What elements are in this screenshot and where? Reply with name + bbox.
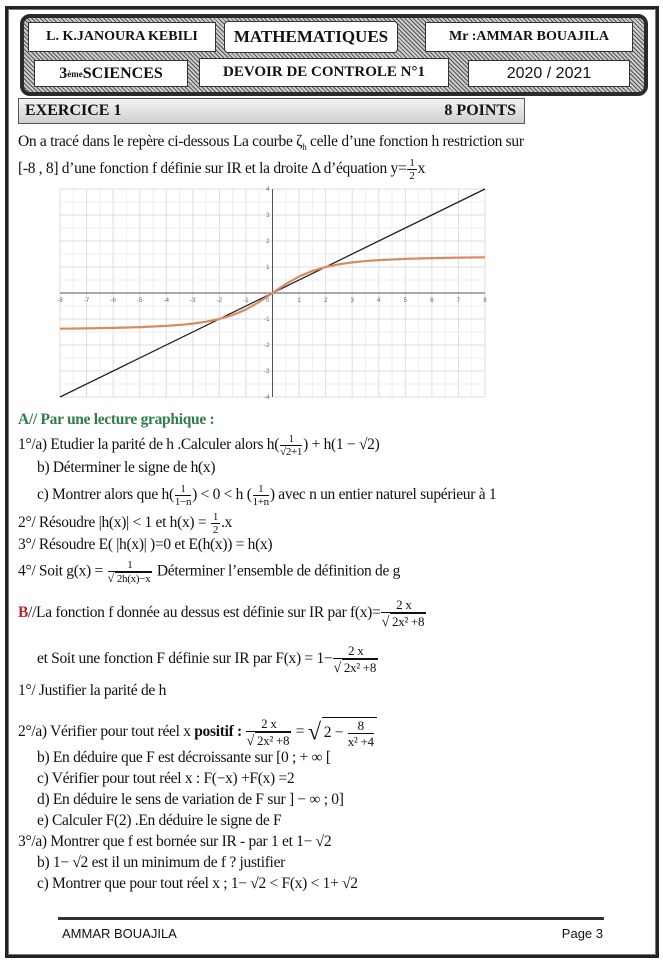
b-question-3a: 3°/a) Montrer que f est bornée sur IR - par 1 et 1− √2 [18, 833, 332, 850]
b-question-3c: c) Montrer que pour tout réel x ; 1− √2 < F(x) < 1+ √2 [37, 875, 358, 892]
fraction: $\frac{2 x}{\text{√ 2x² +8}}$ [246, 716, 290, 749]
question-1b: b) Déterminer le signe de h(x) [37, 459, 216, 476]
b-question-2a: 2°/a) Vérifier pour tout réel x positif : $\frac{2 x}{\text{√ 2x² +8}}$ = √ 2 − $\frac{8}{\text{x² +4}}$ [18, 716, 377, 749]
numerator: 2 x [381, 597, 426, 613]
teacher-name: Mr :AMMAR BOUAJILA [425, 22, 633, 52]
x-tick-label: 8 [483, 298, 487, 304]
b-question-2e: e) Calculer F(2) .En déduire le signe de F [37, 812, 282, 829]
y-tick-label: 1 [266, 265, 270, 271]
b-question-3b: b) 1− √2 est il un minimum de f ? justifier [37, 854, 286, 871]
text: 1°/a) Etudier la parité de h .Calculer alors h( [18, 436, 280, 454]
class-name: SCIENCES [82, 64, 163, 82]
fraction [253, 483, 269, 508]
footer-page-number: Page 3 [561, 926, 603, 941]
y-tick-label: -1 [264, 317, 270, 323]
text: 2°/ Résoudre |h(x)| < 1 et h(x) = [18, 514, 210, 532]
numerator: 8 [348, 718, 374, 734]
text: On a tracé dans le repère ci-dessous La courbe ζ [18, 133, 303, 150]
fraction: $\frac{2 x}{\text{√ 2x² +8}}$ [381, 597, 425, 630]
class-level [34, 60, 188, 87]
denominator: 1+n [252, 496, 269, 508]
header-box [20, 14, 648, 96]
x-tick-label: 4 [377, 298, 381, 304]
intro-line-2 [18, 157, 425, 182]
y-tick-label: 4 [266, 187, 270, 193]
numerator: 1 [175, 483, 191, 496]
text: 4°/ Soit g(x) = [18, 562, 107, 580]
x-tick-label: 2 [323, 298, 328, 304]
denominator: √2+1 [280, 446, 303, 458]
denominator: 1−n [174, 496, 192, 508]
text: 2 − [323, 723, 347, 741]
numerator: 2 x [246, 716, 291, 732]
text: ) avec n un entier naturel supérieur à 1 [269, 486, 497, 504]
exercise-points: 8 POINTS [444, 102, 516, 119]
fraction [280, 433, 302, 458]
b-question-2d: d) En déduire le sens de variation de F sur ] − ∞ ; 0] [37, 791, 344, 808]
sqrt-expression [322, 717, 377, 749]
b-question-1: 1°/ Justifier la parité de h [18, 682, 167, 699]
x-tick-label: -3 [190, 298, 196, 304]
fraction: $\frac{1}{√ 2h(x)-x}$ [107, 559, 151, 585]
numerator: 1 [280, 433, 302, 446]
text: Déterminer l’ensemble de définition de g [153, 562, 401, 580]
denominator: 2x² +8 [392, 614, 425, 629]
part-b-label: B [18, 604, 29, 622]
school-year: 2020 / 2021 [468, 60, 630, 87]
fraction: $\frac{2 x}{\text{√ 2x² +8}}$ [333, 643, 377, 676]
x-tick-label: -6 [110, 298, 116, 304]
y-tick-label: 3 [266, 213, 270, 219]
text: ) + h(1 − √2) [303, 436, 380, 454]
question-2 [18, 511, 232, 536]
fraction [211, 511, 220, 536]
x-tick-label: -1 [243, 298, 249, 304]
numerator: 1 [108, 559, 153, 572]
denominator: 2x² +8 [257, 733, 290, 748]
y-tick-label: 2 [266, 239, 270, 245]
class-number: 3 [59, 64, 68, 82]
x-tick-label: -2 [216, 298, 223, 304]
y-tick-label: -4 [264, 395, 270, 401]
x-tick-label: 3 [350, 298, 354, 304]
x-tick-label: 5 [403, 298, 407, 304]
b-question-2c: c) Vérifier pour tout réel x : F(−x) +F(x) =2 [37, 770, 295, 787]
denominator: 2h(x)−x [116, 573, 151, 585]
function-graph [55, 185, 490, 402]
denominator: 2 [212, 524, 219, 536]
text: celle d’une fonction h restriction sur [306, 133, 524, 150]
numerator: 1 [253, 483, 269, 496]
text: c) Montrer alors que h( [37, 486, 174, 504]
b-question-2b: b) En déduire que F est décroissante sur [0 ; + ∞ [ [37, 749, 331, 766]
numerator: 1 [212, 511, 219, 523]
numerator: 2 x [333, 643, 378, 659]
text: ) < 0 < h ( [192, 486, 252, 504]
numerator: 1 [409, 157, 415, 169]
denominator: x² +4 [347, 733, 374, 749]
F-definition [37, 643, 379, 676]
x-tick-label: -7 [83, 298, 90, 304]
x-tick-label: 0 [265, 298, 270, 304]
exam-title: DEVOIR DE CONTROLE N°1 [199, 58, 449, 87]
text: .x [221, 514, 233, 532]
exercise-title: EXERCICE 1 [25, 102, 122, 119]
text: [-8 , 8] d’une fonction f définie sur IR et la droite Δ d’équation y= [18, 160, 407, 178]
x-tick-label: -5 [137, 298, 143, 304]
text: x [417, 160, 426, 178]
text: h [302, 142, 307, 153]
question-4 [18, 559, 400, 585]
school-name: L. K.JANOURA KEBILI [28, 22, 216, 52]
footer-author: AMMAR BOUAJILA [62, 926, 177, 941]
denominator: 2 [409, 170, 415, 182]
x-tick-label: -8 [57, 298, 63, 304]
part-b-intro [18, 597, 427, 630]
text: //La fonction f donnée au dessus est définie sur IR par f(x)= [28, 604, 381, 622]
x-tick-label: -4 [163, 298, 169, 304]
intro-line-1 [18, 133, 524, 156]
x-tick-label: 7 [456, 298, 461, 304]
text: et Soit une fonction F définie sur IR par F(x) = 1− [37, 650, 333, 668]
x-tick-label: 1 [297, 298, 301, 304]
class-sup: ème [67, 68, 83, 79]
part-a-heading: A// Par une lecture graphique : [18, 411, 215, 428]
denominator: 2x² +8 [343, 660, 377, 675]
fraction [348, 718, 374, 749]
footer-divider [58, 917, 604, 920]
text: positif : [194, 723, 242, 741]
fraction [407, 157, 416, 182]
question-1a [18, 433, 379, 458]
subject: MATHEMATIQUES [224, 21, 398, 53]
text: 2°/a) Vérifier pour tout réel x [18, 723, 195, 741]
y-tick-label: -2 [264, 343, 270, 349]
text: = [292, 723, 308, 741]
exercise-bar [18, 98, 525, 124]
question-1c [37, 483, 496, 508]
part-a-title [18, 411, 214, 429]
fraction [175, 483, 191, 508]
y-tick-label: -3 [264, 369, 270, 375]
question-3: 3°/ Résoudre E( |h(x)| )=0 et E(h(x)) = h(x) [18, 536, 273, 553]
x-tick-label: 6 [430, 298, 434, 304]
